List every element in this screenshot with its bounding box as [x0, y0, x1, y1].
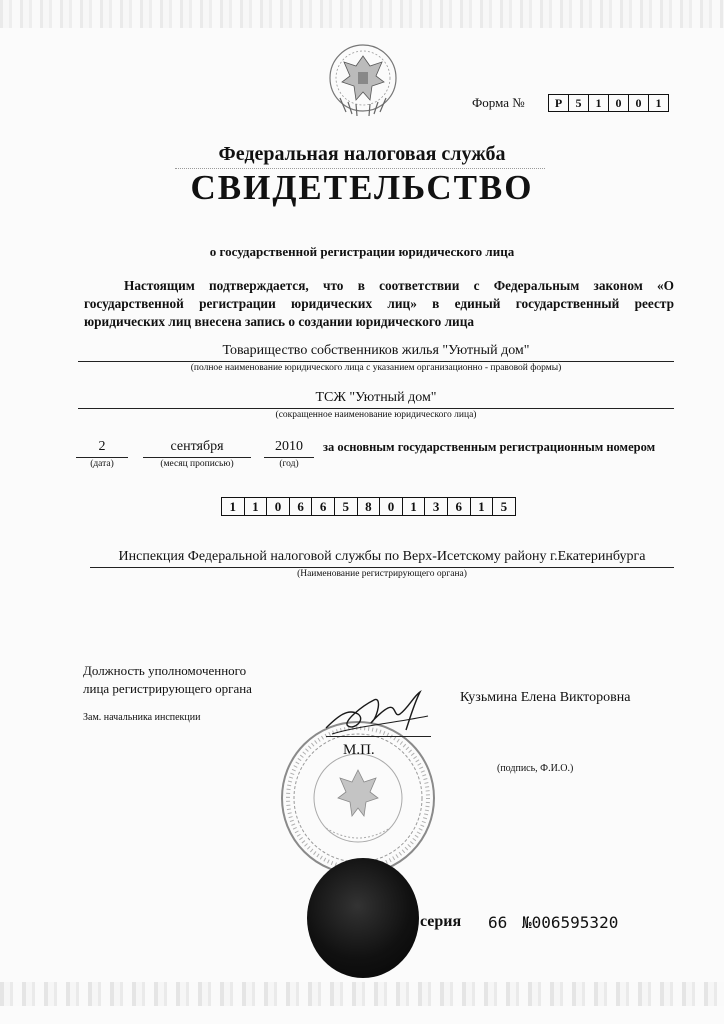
- signature-line: [326, 736, 431, 737]
- ogrn-digit: 6: [312, 498, 335, 515]
- series-label: серия: [420, 913, 462, 930]
- ogrn-digit: 0: [267, 498, 290, 515]
- form-number-boxes: [548, 94, 669, 112]
- form-digit: Р: [549, 95, 569, 111]
- document-number: №006595320: [522, 913, 619, 932]
- ogrn-digit: 0: [380, 498, 403, 515]
- ogrn-digit: 6: [290, 498, 313, 515]
- ogrn-phrase: за основным государственным регистрационным номером: [323, 440, 656, 454]
- entity-short-name-line: [78, 408, 674, 409]
- ogrn-digit: 8: [358, 498, 381, 515]
- scan-noise-bottom: [0, 982, 724, 1006]
- position-label-line-1: Должность уполномоченного: [83, 663, 247, 678]
- hologram-seal: [307, 858, 419, 978]
- series-number: 66: [488, 913, 508, 932]
- form-digit: 1: [655, 96, 662, 110]
- date-year-line: [264, 457, 314, 458]
- authority-caption: (Наименование регистрирующего органа): [297, 569, 467, 579]
- form-digit: 1: [589, 95, 609, 111]
- form-digit: 0: [609, 95, 629, 111]
- ogrn-digit: 6: [448, 498, 471, 515]
- date-year-caption: (год): [279, 459, 299, 469]
- document-subtitle: о государственной регистрации юридического лица: [209, 244, 515, 259]
- date-month-line: [143, 457, 251, 458]
- ogrn-digit: 5: [335, 498, 358, 515]
- entity-full-name-caption: (полное наименование юридического лица с указанием организационно - правовой формы): [190, 363, 562, 373]
- certificate-body: [84, 277, 674, 331]
- ogrn-digit: 1: [245, 498, 268, 515]
- service-name: Федеральная налоговая служба: [218, 143, 506, 165]
- position-value: Зам. начальника инспекции: [83, 712, 201, 723]
- date-day-line: [76, 457, 128, 458]
- position-label: [83, 662, 303, 698]
- form-digit: 0: [629, 95, 649, 111]
- russian-emblem-icon: [326, 42, 400, 118]
- position-label-line-2: лица регистрирующего органа: [83, 681, 252, 696]
- ogrn-boxes: [221, 497, 516, 516]
- authority-name: Инспекция Федеральной налоговой службы по Верх-Исетскому району г.Екатеринбурга: [118, 549, 646, 564]
- ogrn-digit: 5: [500, 499, 508, 514]
- date-month: сентября: [170, 439, 224, 454]
- date-year: 2010: [275, 439, 303, 454]
- authority-line: [90, 567, 674, 568]
- form-number-label: Форма №: [472, 95, 525, 110]
- ogrn-digit: 1: [471, 498, 494, 515]
- body-text: Настоящим подтверждается, что в соответствии с Федеральным законом «О государственной регистрации юридических лиц» в единый государственный реестр юридических лиц внесена запись о создании юридического лица: [84, 278, 674, 329]
- signature-caption: (подпись, Ф.И.О.): [497, 763, 574, 774]
- scan-noise-top: [0, 0, 724, 28]
- signature-mark: [318, 686, 438, 746]
- form-digit: 5: [569, 95, 589, 111]
- ogrn-digit: 3: [425, 498, 448, 515]
- seal-place-label: М.П.: [343, 742, 375, 758]
- entity-full-name-line: [78, 361, 674, 362]
- date-day-caption: (дата): [90, 459, 114, 469]
- document-title: СВИДЕТЕЛЬСТВО: [190, 168, 534, 207]
- ogrn-digit: 1: [403, 498, 426, 515]
- date-month-caption: (месяц прописью): [160, 459, 234, 469]
- entity-short-name-caption: (сокращенное наименование юридического лица): [275, 410, 477, 420]
- ogrn-digit: 1: [222, 498, 245, 515]
- signer-name: Кузьмина Елена Викторовна: [460, 690, 631, 705]
- date-day: 2: [98, 439, 106, 454]
- entity-short-name: ТСЖ "Уютный дом": [315, 390, 437, 405]
- entity-full-name: Товарищество собственников жилья "Уютный дом": [222, 343, 530, 358]
